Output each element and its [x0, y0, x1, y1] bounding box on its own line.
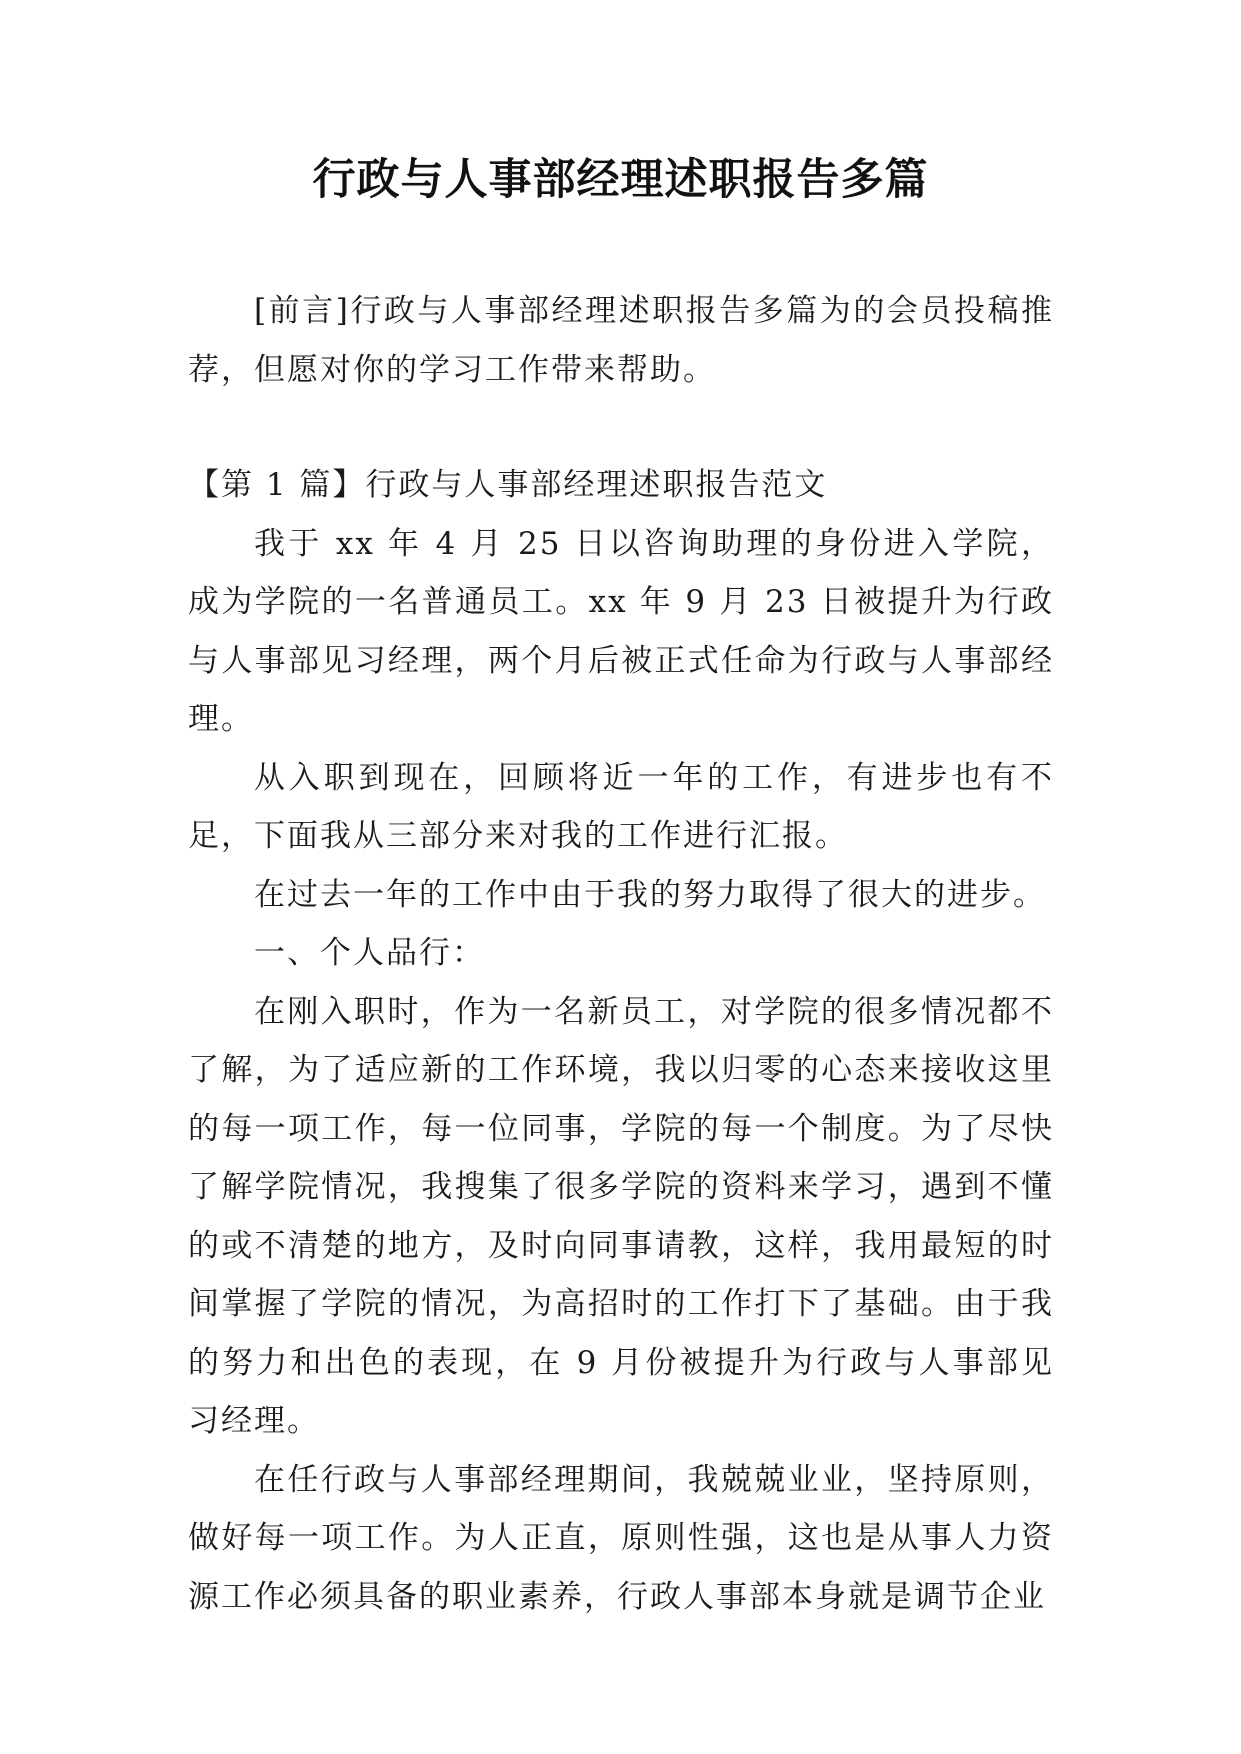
preface-block: [188, 282, 1054, 399]
body-paragraph: 在刚入职时，作为一名新员工，对学院的很多情况都不了解，为了适应新的工作环境，我以归零的心态来接收这里的每一项工作，每一位同事，学院的每一个制度。为了尽快了解学院情况，我搜集了很多学院的资料来学习，遇到不懂的或不清楚的地方，及时向同事请教，这样，我用最短的时间掌握了学院的情况，为高招时的工作打下了基础。由于我的努力和出色的表现，在 9 月份被提升为行政与人事部见习经理。: [188, 993, 1054, 1439]
subsection-heading: 一、个人品行：: [254, 935, 485, 971]
body-paragraph: 在过去一年的工作中由于我的努力取得了很大的进步。: [254, 876, 1046, 913]
document-title: 行政与人事部经理述职报告多篇: [312, 155, 929, 205]
article-body: [188, 456, 1054, 1626]
preface-paragraph: [前言]行政与人事部经理述职报告多篇为的会员投稿推荐，但愿对你的学习工作带来帮助。: [188, 293, 1054, 388]
body-paragraph: 从入职到现在，回顾将近一年的工作，有进步也有不足，下面我从三部分来对我的工作进行汇报。: [188, 759, 1054, 854]
body-paragraph: 我于 xx 年 4 月 25 日以咨询助理的身份进入学院，成为学院的一名普通员工。xx 年 9 月 23 日被提升为行政与人事部见习经理，两个月后被正式任命为行政与人事部经理。: [188, 525, 1054, 737]
section-heading: 【第 1 篇】行政与人事部经理述职报告范文: [188, 467, 828, 503]
body-paragraph: 在任行政与人事部经理期间，我兢兢业业，坚持原则，做好每一项工作。为人正直，原则性强，这也是从事人力资源工作必须具备的职业素养，行政人事部本身就是调节企业: [188, 1461, 1054, 1615]
